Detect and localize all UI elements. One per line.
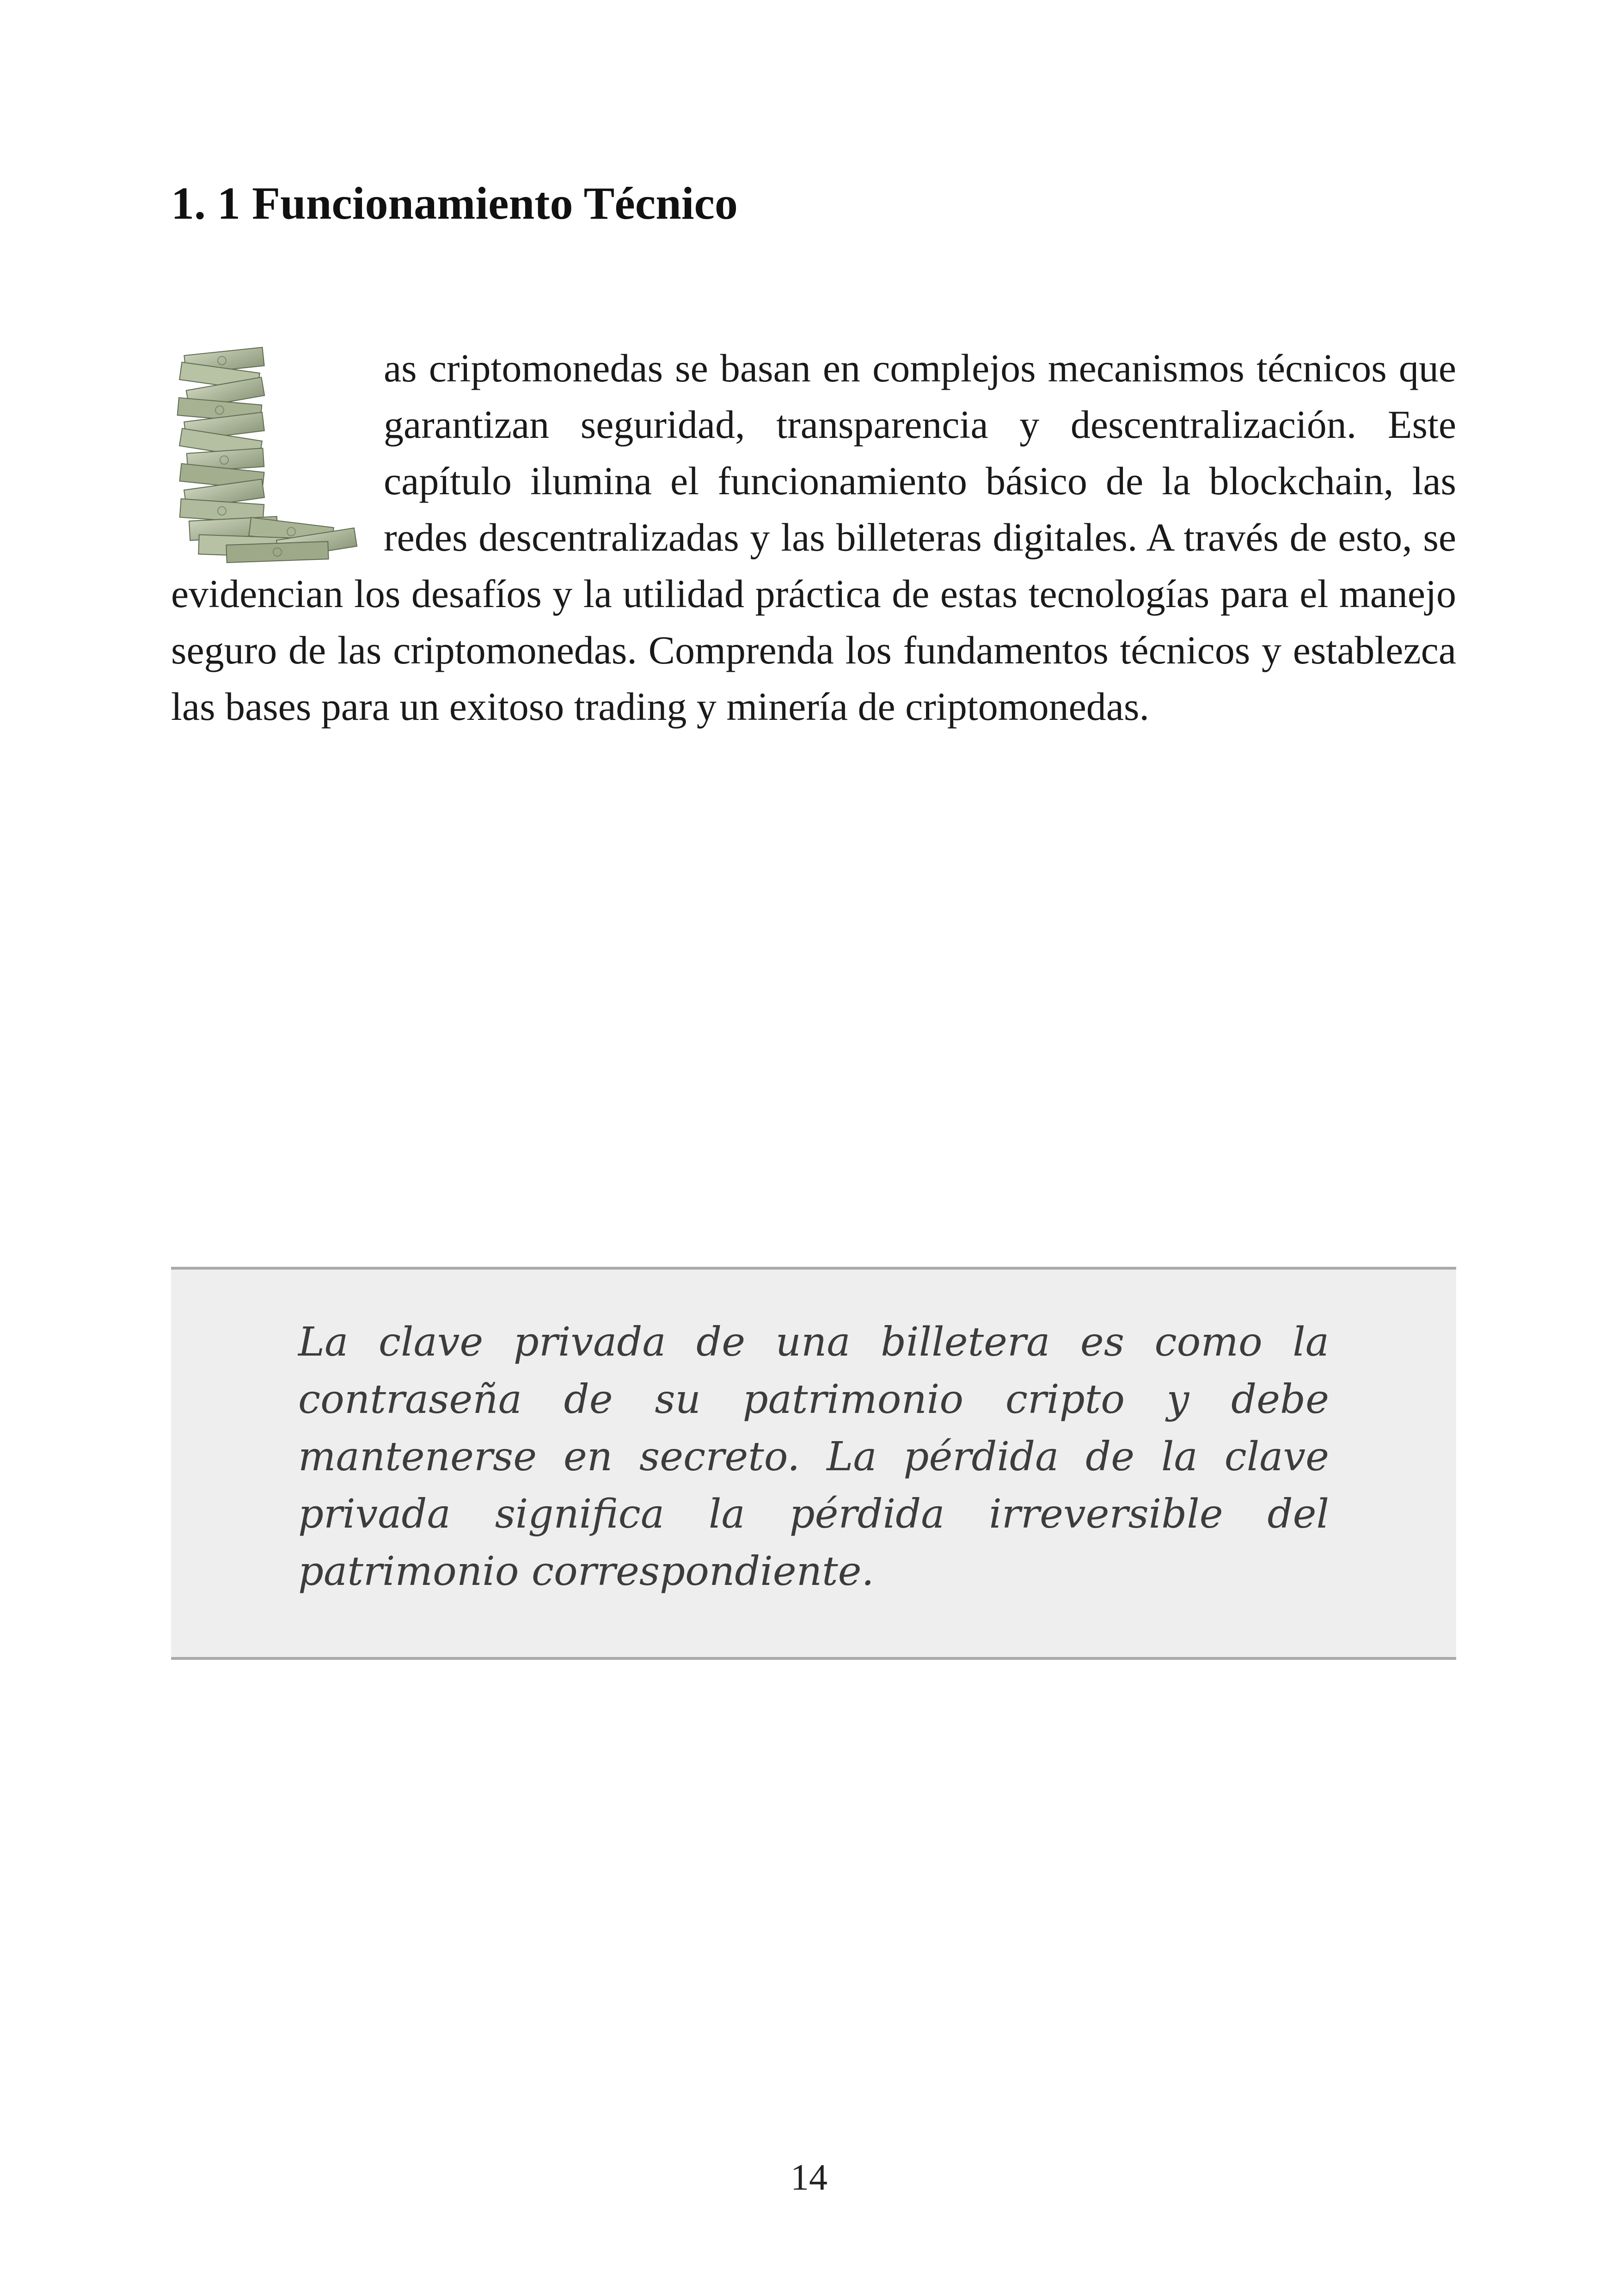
- drop-cap-money-l-icon: [171, 347, 365, 564]
- callout-text: La clave privada de una billetera es como la contraseña de su patrimonio cripto y debe mantenerse en secreto. La pérdida de la clave privada significa la pérdida irreversible del patrimonio correspondiente.: [298, 1319, 1329, 1595]
- callout-box: [171, 1267, 1456, 1660]
- intro-paragraph: [171, 340, 1456, 735]
- page-number: 14: [791, 2157, 827, 2198]
- intro-text: as criptomonedas se basan en complejos mecanismos técnicos que garantizan seguridad, transparencia y descentralización. Este capítulo ilumina el funcionamiento básico de la blockchain, las redes descentralizadas y las billeteras digitales. A través de esto, se evidencian los desafíos y la utilidad práctica de estas tecnologías para el manejo seguro de las criptomonedas. Comprenda los fundamentos técnicos y establezca las bases para un exitoso trading y minería de criptomonedas.: [171, 346, 1456, 729]
- page-title: 1. 1 Funcionamiento Técnico: [171, 178, 738, 229]
